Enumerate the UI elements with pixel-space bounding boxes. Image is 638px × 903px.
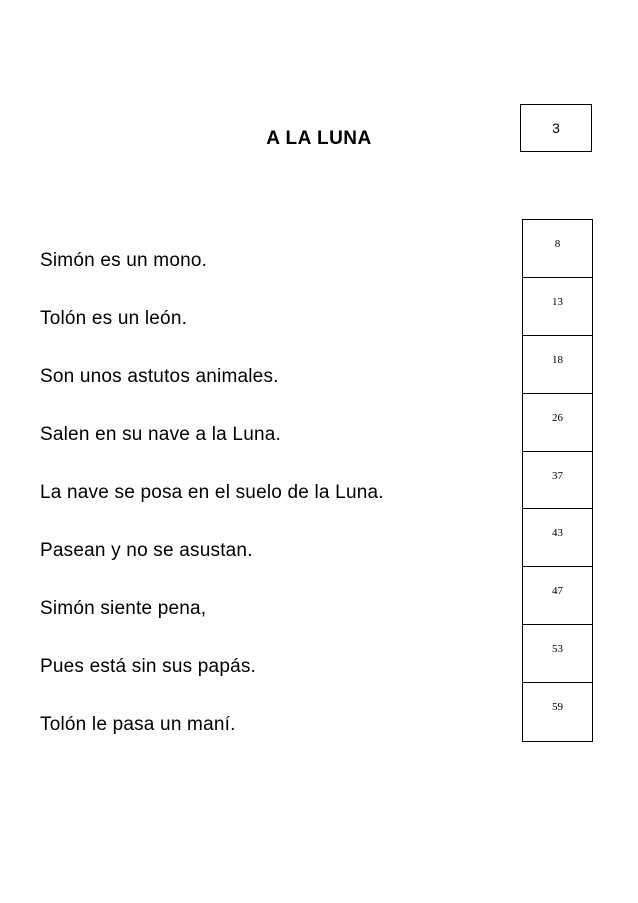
- word-count-cell: 13: [523, 278, 592, 336]
- word-count-column: [522, 219, 593, 742]
- reading-line-9: Tolón le pasa un maní.: [40, 714, 236, 735]
- reading-line-3: Son unos astutos animales.: [40, 366, 279, 387]
- reading-line-8: Pues está sin sus papás.: [40, 656, 257, 677]
- word-count-cell: 37: [523, 452, 592, 510]
- word-count-cell: 59: [552, 701, 563, 714]
- reading-line-2: Tolón es un león.: [40, 308, 188, 329]
- reading-line-6: Pasean y no se asustan.: [40, 540, 253, 561]
- word-count-cell: 8: [523, 220, 592, 278]
- reading-line-4: Salen en su nave a la Luna.: [40, 424, 281, 445]
- page-title: A LA LUNA: [266, 128, 372, 149]
- word-count-cell: 53: [523, 625, 592, 683]
- reading-line-5: La nave se posa en el suelo de la Luna.: [40, 482, 384, 503]
- word-count-cell: 47: [523, 567, 592, 625]
- word-count-cell: 43: [523, 509, 592, 567]
- reading-line-7: Simón siente pena,: [40, 598, 207, 619]
- title-word-count-box: 3: [520, 104, 592, 152]
- word-count-cell: 18: [523, 336, 592, 394]
- reading-line-1: Simón es un mono.: [40, 250, 208, 271]
- word-count-cell: 26: [523, 394, 592, 452]
